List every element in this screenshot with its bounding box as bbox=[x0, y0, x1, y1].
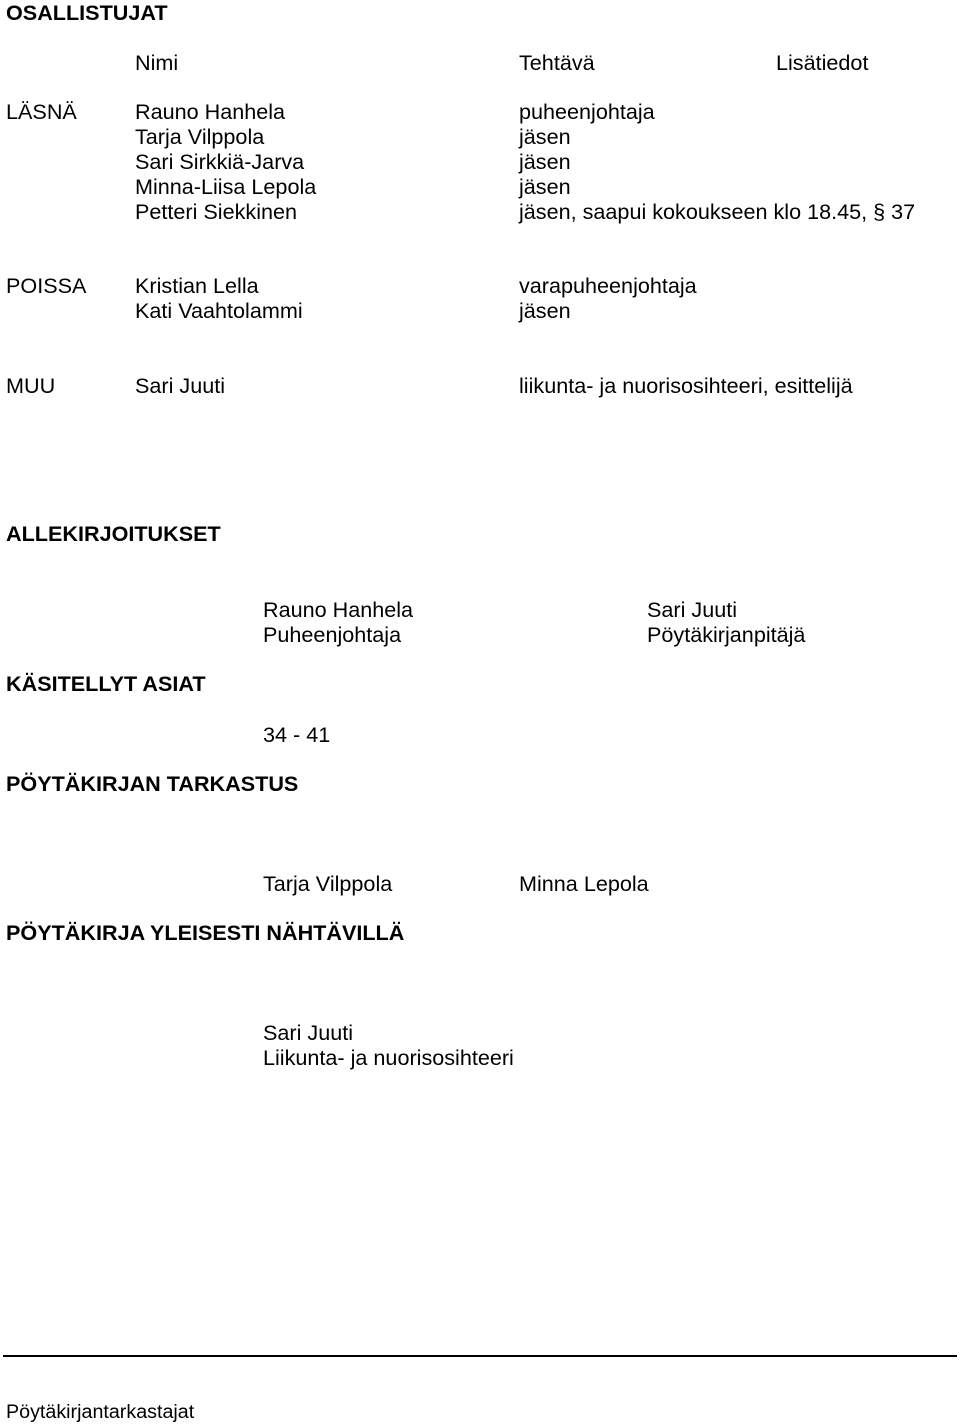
participant-role: varapuheenjohtaja bbox=[519, 273, 697, 298]
participant-name: Kristian Lella bbox=[135, 273, 259, 298]
footer-label: Pöytäkirjantarkastajat bbox=[6, 1401, 195, 1423]
participant-name: Kati Vaahtolammi bbox=[135, 298, 303, 323]
participants-heading: OSALLISTUJAT bbox=[6, 0, 168, 25]
signer-position: Pöytäkirjanpitäjä bbox=[647, 622, 806, 647]
participant-name: Petteri Siekkinen bbox=[135, 199, 298, 224]
footer-divider bbox=[3, 1355, 957, 1357]
participant-role: jäsen bbox=[519, 298, 571, 323]
signer-position: Puheenjohtaja bbox=[263, 622, 402, 647]
participant-name: Sari Sirkkiä-Jarva bbox=[135, 149, 305, 174]
public-display-person: Sari Juuti bbox=[263, 1020, 354, 1045]
other-label: MUU bbox=[6, 373, 56, 398]
reviewer-name: Minna Lepola bbox=[519, 871, 649, 896]
participant-role: jäsen bbox=[519, 149, 571, 174]
column-header-name: Nimi bbox=[135, 50, 179, 75]
participant-name: Sari Juuti bbox=[135, 373, 226, 398]
participant-role: jäsen bbox=[519, 174, 571, 199]
public-display-heading: PÖYTÄKIRJA YLEISESTI NÄHTÄVILLÄ bbox=[6, 920, 405, 945]
column-header-info: Lisätiedot bbox=[776, 50, 869, 75]
signatures-heading: ALLEKIRJOITUKSET bbox=[6, 521, 221, 546]
participant-name: Tarja Vilppola bbox=[135, 124, 265, 149]
signer-name: Rauno Hanhela bbox=[263, 597, 414, 622]
reviewer-name: Tarja Vilppola bbox=[263, 871, 393, 896]
participant-role: liikunta- ja nuorisosihteeri, esittelijä bbox=[519, 373, 853, 398]
participant-name: Minna-Liisa Lepola bbox=[135, 174, 317, 199]
handled-items-range: 34 - 41 bbox=[263, 722, 331, 747]
participant-role: jäsen, saapui kokoukseen klo 18.45, § 37 bbox=[519, 199, 916, 224]
review-heading: PÖYTÄKIRJAN TARKASTUS bbox=[6, 771, 299, 796]
participant-role: puheenjohtaja bbox=[519, 99, 655, 124]
participant-name: Rauno Hanhela bbox=[135, 99, 286, 124]
handled-items-heading: KÄSITELLYT ASIAT bbox=[6, 671, 206, 696]
participant-role: jäsen bbox=[519, 124, 571, 149]
absent-label: POISSA bbox=[6, 273, 87, 298]
signer-name: Sari Juuti bbox=[647, 597, 738, 622]
column-header-role: Tehtävä bbox=[519, 50, 595, 75]
present-label: LÄSNÄ bbox=[6, 99, 77, 124]
public-display-position: Liikunta- ja nuorisosihteeri bbox=[263, 1045, 514, 1070]
